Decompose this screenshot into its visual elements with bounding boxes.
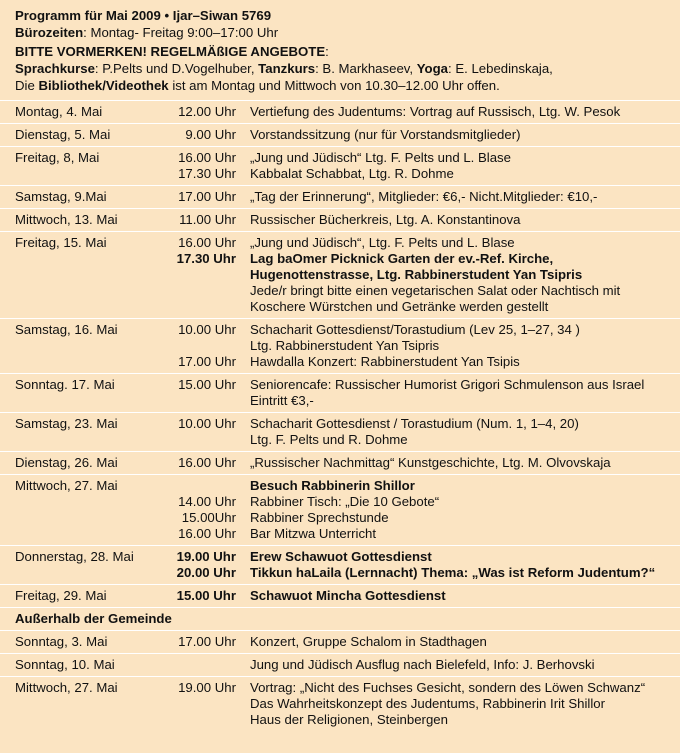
event-time: 9.00 Uhr — [185, 127, 236, 142]
event-descriptions — [250, 322, 668, 370]
event-row — [0, 185, 680, 208]
event-time: 10.00 Uhr — [178, 416, 236, 431]
event-descriptions — [250, 189, 668, 205]
event-date: Samstag, 9.Mai — [15, 189, 107, 204]
event-time: 17.00 Uhr — [178, 354, 236, 369]
event-descriptions — [250, 478, 668, 542]
event-descriptions — [250, 588, 668, 604]
event-descriptions — [250, 455, 668, 471]
event-time: 14.00 Uhr — [178, 494, 236, 509]
event-row — [0, 100, 680, 123]
office-hours: Bürozeiten: Montag- Freitag 9:00–17:00 Uhr — [15, 25, 279, 40]
event-times — [165, 189, 250, 205]
event-time: 19.00 Uhr — [178, 680, 236, 695]
event-time: 10.00 Uhr — [178, 322, 236, 337]
text-run: : P.Pelts und D.Vogelhuber, — [94, 61, 259, 76]
event-time — [165, 267, 236, 283]
outside-event-list — [15, 630, 668, 731]
event-text: Das Wahrheitskonzept des Judentums, Rabbinerin Irit Shillor — [250, 696, 606, 711]
event-time: 16.00 Uhr — [178, 526, 236, 541]
event-text: Vorstandssitzung (nur für Vorstandsmitglieder) — [250, 127, 521, 142]
event-row — [0, 373, 680, 412]
event-times — [165, 634, 250, 650]
event-times — [165, 657, 250, 673]
event-time: 15.00 Uhr — [178, 377, 236, 392]
event-time: 16.00 Uhr — [178, 150, 236, 165]
event-text: „Jung und Jüdisch“ Ltg. F. Pelts und L. Blase — [250, 150, 511, 165]
event-list — [15, 100, 668, 607]
event-times — [165, 588, 250, 604]
event-text: „Tag der Erinnerung“, Mitglieder: €6,- Nicht.Mitglieder: €10,- — [250, 189, 598, 204]
event-time: 11.00 Uhr — [179, 212, 236, 227]
event-text: Besuch Rabbinerin Shillor — [250, 478, 415, 493]
event-row — [0, 653, 680, 676]
event-descriptions — [250, 377, 668, 409]
event-descriptions — [250, 549, 668, 581]
event-date: Sonntag, 10. Mai — [15, 657, 115, 672]
text-run: Die — [15, 78, 39, 93]
event-time: 19.00 Uhr — [176, 549, 236, 564]
event-text: Schacharit Gottesdienst / Torastudium (Num. 1, 1–4, 20) — [250, 416, 579, 431]
event-text: Jede/r bringt bitte einen vegetarischen Salat oder Nachtisch mit — [250, 283, 621, 298]
event-row — [0, 231, 680, 318]
event-times — [165, 549, 250, 581]
event-times — [165, 104, 250, 120]
event-text: Lag baOmer Picknick Garten der ev.-Ref. Kirche, — [250, 251, 554, 266]
event-time — [165, 696, 236, 712]
event-times — [165, 322, 250, 370]
event-times — [165, 680, 250, 728]
event-descriptions — [250, 680, 668, 728]
regular-offers-line1 — [15, 60, 668, 77]
event-date: Freitag, 29. Mai — [15, 588, 107, 603]
event-text: Rabbiner Sprechstunde — [250, 510, 389, 525]
event-text: Kabbalat Schabbat, Ltg. R. Dohme — [250, 166, 454, 181]
event-descriptions — [250, 235, 668, 315]
event-date: Sonntag, 3. Mai — [15, 634, 108, 649]
event-times — [165, 455, 250, 471]
event-time: 17.00 Uhr — [178, 189, 236, 204]
event-time — [165, 283, 236, 299]
text-run: : B. Markhaseev, — [315, 61, 417, 76]
event-date: Freitag, 8, Mai — [15, 150, 100, 165]
event-date: Dienstag, 26. Mai — [15, 455, 118, 470]
event-descriptions — [250, 212, 668, 228]
event-text: Hawdalla Konzert: Rabbinerstudent Yan Tsipis — [250, 354, 520, 369]
event-text: Rabbiner Tisch: „Die 10 Gebote“ — [250, 494, 440, 509]
event-time: 20.00 Uhr — [176, 565, 236, 580]
event-text: Eintritt €3,- — [250, 393, 314, 408]
event-row — [0, 451, 680, 474]
event-text: Koschere Würstchen und Getränke werden gestellt — [250, 299, 549, 314]
event-time: 17.30 Uhr — [178, 166, 236, 181]
event-descriptions — [250, 416, 668, 448]
event-time: 12.00 Uhr — [178, 104, 236, 119]
event-date: Mittwoch, 13. Mai — [15, 212, 118, 227]
event-time: 15.00Uhr — [181, 510, 236, 525]
text-run: : E. Lebedinskaja, — [448, 61, 553, 76]
event-times — [165, 235, 250, 315]
event-text: Hugenottenstrasse, Ltg. Rabbinerstudent Yan Tsipris — [250, 267, 583, 282]
text-run: ist am Montag und Mittwoch von 10.30–12.00 Uhr offen. — [168, 78, 500, 93]
text-run: Yoga — [416, 61, 448, 76]
event-times — [165, 127, 250, 143]
event-text: Vortrag: „Nicht des Fuchses Gesicht, sondern des Löwen Schwanz“ — [250, 680, 646, 695]
event-time — [165, 712, 236, 728]
event-time — [165, 299, 236, 315]
event-date: Freitag, 15. Mai — [15, 235, 107, 250]
event-row — [0, 584, 680, 607]
event-date: Samstag, 23. Mai — [15, 416, 118, 431]
event-text: Vertiefung des Judentums: Vortrag auf Russisch, Ltg. W. Pesok — [250, 104, 621, 119]
event-text: „Jung und Jüdisch“, Ltg. F. Pelts und L. Blase — [250, 235, 515, 250]
event-text: Seniorencafe: Russischer Humorist Grigori Schmulenson aus Israel — [250, 377, 645, 392]
event-row — [0, 545, 680, 584]
text-run: Tanzkurs — [258, 61, 316, 76]
text-run: Sprachkurse — [15, 61, 95, 76]
event-descriptions — [250, 657, 668, 673]
event-times — [165, 150, 250, 182]
event-row — [0, 318, 680, 373]
event-descriptions — [250, 150, 668, 182]
event-text: Ltg. Rabbinerstudent Yan Tsipris — [250, 338, 440, 353]
event-time: 17.30 Uhr — [176, 251, 236, 266]
event-descriptions — [250, 104, 668, 120]
event-date: Sonntag. 17. Mai — [15, 377, 115, 392]
event-time — [165, 432, 236, 448]
event-text: Schawuot Mincha Gottesdienst — [250, 588, 446, 603]
event-text: Schacharit Gottesdienst/Torastudium (Lev 25, 1–27, 34 ) — [250, 322, 580, 337]
page-title: Programm für Mai 2009 • Ijar–Siwan 5769 — [15, 8, 272, 23]
header — [15, 7, 668, 94]
event-time — [165, 393, 236, 409]
event-time — [165, 478, 236, 494]
event-text: Jung und Jüdisch Ausflug nach Bielefeld, Info: J. Berhovski — [250, 657, 595, 672]
event-text: Ltg. F. Pelts und R. Dohme — [250, 432, 408, 447]
event-text: Bar Mitzwa Unterricht — [250, 526, 377, 541]
event-text: Haus der Religionen, Steinbergen — [250, 712, 448, 727]
event-text: Tikkun haLaila (Lernnacht) Thema: „Was ist Reform Judentum?“ — [250, 565, 656, 580]
event-row — [0, 474, 680, 545]
event-times — [165, 212, 250, 228]
event-row — [0, 412, 680, 451]
event-times — [165, 377, 250, 409]
event-date: Samstag, 16. Mai — [15, 322, 118, 337]
event-date: Mittwoch, 27. Mai — [15, 478, 118, 493]
event-text: Erew Schawuot Gottesdienst — [250, 549, 432, 564]
event-date: Dienstag, 5. Mai — [15, 127, 111, 142]
event-text: Konzert, Gruppe Schalom in Stadthagen — [250, 634, 487, 649]
event-time: 16.00 Uhr — [178, 235, 236, 250]
event-row — [0, 208, 680, 231]
outside-section-title: Außerhalb der Gemeinde — [0, 607, 680, 630]
notice-heading: BITTE VORMERKEN! REGELMÄßIGE ANGEBOTE: — [15, 44, 329, 59]
event-descriptions — [250, 127, 668, 143]
event-time: 17.00 Uhr — [178, 634, 236, 649]
event-date: Donnerstag, 28. Mai — [15, 549, 134, 564]
regular-offers-line2 — [15, 77, 668, 94]
event-time — [165, 657, 236, 673]
text-run: Bibliothek/Videothek — [38, 78, 169, 93]
event-text: „Russischer Nachmittag“ Kunstgeschichte, Ltg. M. Olvovskaja — [250, 455, 611, 470]
event-row — [0, 123, 680, 146]
event-date: Montag, 4. Mai — [15, 104, 103, 119]
event-time: 16.00 Uhr — [178, 455, 236, 470]
event-descriptions — [250, 634, 668, 650]
event-date: Mittwoch, 27. Mai — [15, 680, 118, 695]
event-row — [0, 676, 680, 731]
event-text: Russischer Bücherkreis, Ltg. A. Konstantinova — [250, 212, 521, 227]
event-time: 15.00 Uhr — [176, 588, 236, 603]
event-row — [0, 146, 680, 185]
event-times — [165, 416, 250, 448]
event-row — [0, 630, 680, 653]
event-time — [165, 338, 236, 354]
event-times — [165, 478, 250, 542]
